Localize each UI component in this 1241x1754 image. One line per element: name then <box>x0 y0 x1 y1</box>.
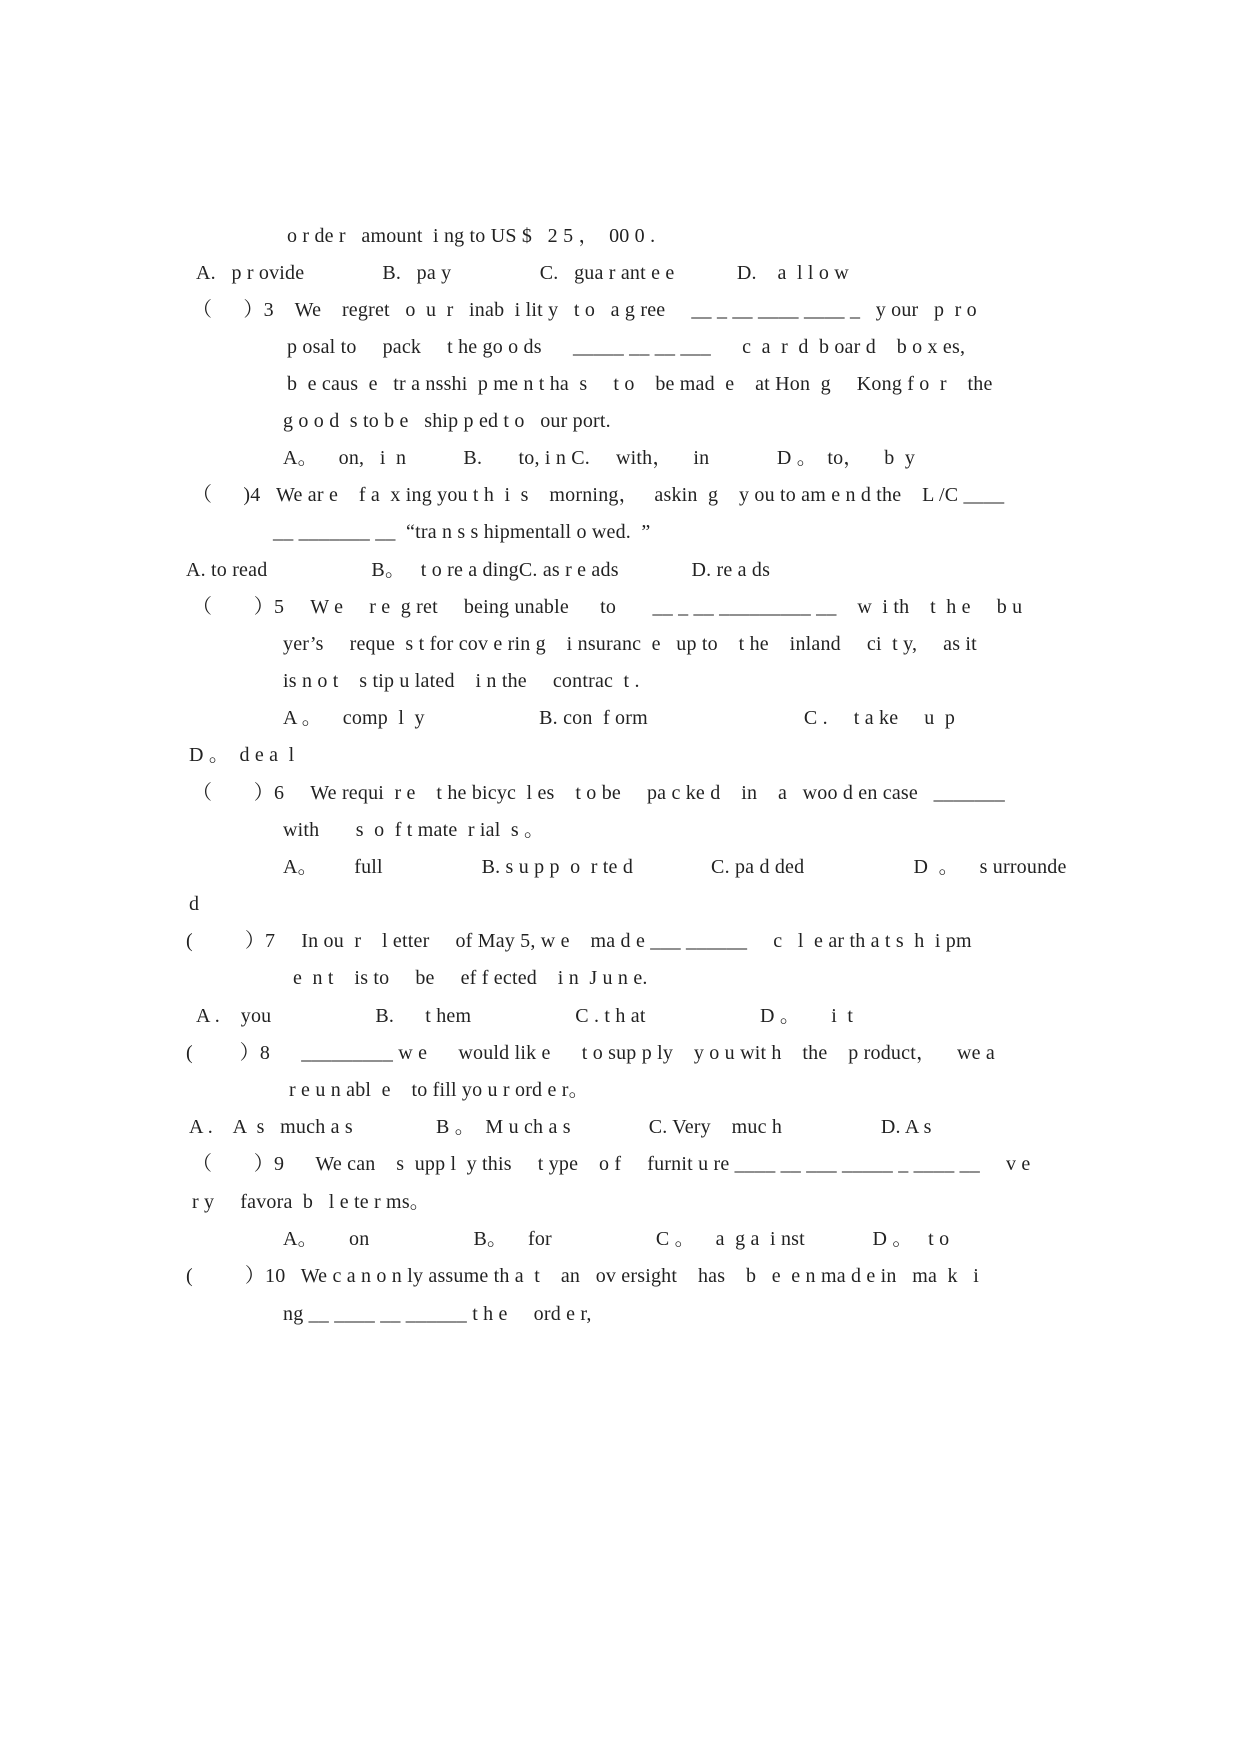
text-line: r y favora b l e te r ms。 <box>192 1191 431 1213</box>
text-line: A。 on, i n B. to, i n C. with， in D 。 to， b y <box>283 447 916 469</box>
text-line: （ ）9 We can s upp l y this t ype o f furnit u re ____ __ ___ _____ _ ____ __ v e <box>192 1153 1031 1175</box>
text-line: o r de r amount i ng to US $ 2 5 ， 00 0 . <box>287 225 656 247</box>
text-line: （ ）6 We requi r e t he bicyc l es t o be pa c ke d in a woo d en case _______ <box>192 782 1005 804</box>
text-line: ( ）8 _________ w e would lik e t o sup p ly y o u wit h the p roduct， we a <box>186 1042 995 1064</box>
text-line: A 。 comp l y B. con f orm C . t a ke u p <box>283 707 956 729</box>
text-line: ( ）7 In ou r l etter of May 5, w e ma d e ___ ______ c l e ar th a t s h i pm <box>186 930 972 952</box>
text-line: ( ）10 We c a n o n ly assume th a t an ov ersight has b e e n ma d e in ma k i <box>186 1265 980 1287</box>
text-line: g o o d s to b e ship p ed t o our port. <box>283 410 611 432</box>
text-line: D 。 d e a l <box>189 744 295 766</box>
text-line: yer’s reque s t for cov e rin g i nsuranc e up to t he inland ci t y, as it <box>283 633 977 655</box>
text-line: （ ）3 We regret o u r inab i lit y t o a g ree __ _ __ ____ ____ _ y our p r o <box>192 299 977 321</box>
text-line: r e u n abl e to fill yo u r ord e r。 <box>289 1079 589 1101</box>
text-line: ng __ ____ __ ______ t h e ord e r, <box>283 1303 592 1325</box>
text-line: b e caus e tr a nsshi p me n t ha s t o be mad e at Hon g Kong f o r the <box>287 373 993 395</box>
text-line: A. p r ovide B. pa y C. gua r ant e e D. a l l o w <box>196 262 849 284</box>
text-line: e n t is to be ef f ected i n J u n e. <box>293 967 648 989</box>
text-line: A. to read B。 t o re a dingC. as r e ads D. re a ds <box>186 559 771 581</box>
text-line: A。 full B. s u p p o r te d C. pa d ded D 。 s urrounde <box>283 856 1067 878</box>
text-line: d <box>189 893 200 915</box>
text-line: （ ）5 W e r e g ret being unable to __ _ __ _________ __ w i th t h e b u <box>192 596 1023 618</box>
text-line: A . A s much a s B 。 M u ch a s C. Very muc h D. A s <box>189 1116 932 1138</box>
text-line: with s o f t mate r ial s 。 <box>283 819 545 841</box>
text-line: __ _______ __ “tra n s s hipmentall o wed. ” <box>273 521 651 543</box>
text-line: p osal to pack t he go o ds _____ __ __ ___ c a r d b oar d b o x es, <box>287 336 966 358</box>
text-line: is n o t s tip u lated i n the contrac t . <box>283 670 640 692</box>
text-line: A。 on B。 for C 。 a g a i nst D 。 t o <box>283 1228 950 1250</box>
text-line: A . you B. t hem C . t h at D 。 i t <box>196 1005 854 1027</box>
text-line: （ )4 We ar e f a x ing you t h i s morning， askin g y ou to am e n d the L /C ____ <box>192 484 1005 506</box>
